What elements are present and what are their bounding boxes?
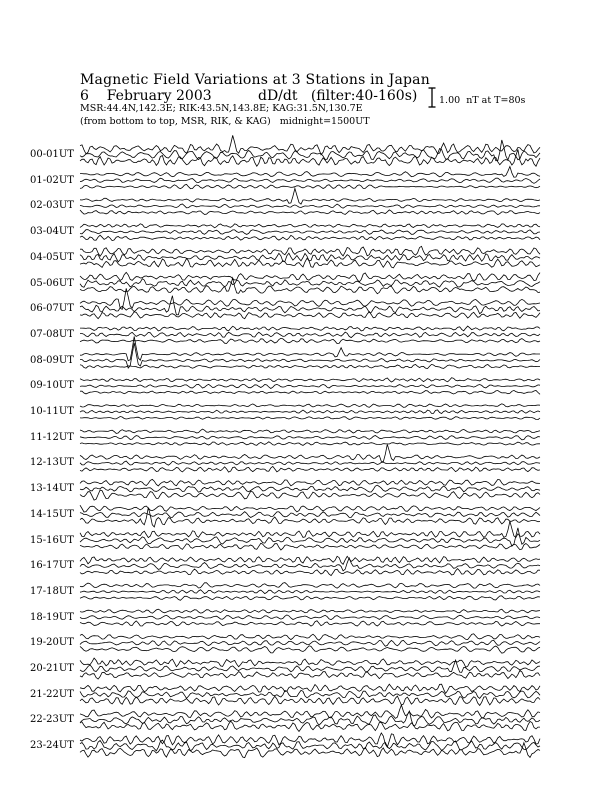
scale-label: 1.00 nT at T=80s [439,95,526,106]
trace-rik-hour-5 [80,279,540,288]
trace-rik-hour-23 [80,740,540,751]
trace-kag-hour-2 [80,188,540,204]
trace-rik-hour-0 [80,140,540,161]
trace-rik-hour-8 [80,343,540,368]
trace-msr-hour-0 [80,149,540,166]
hour-label: 12-13UT [30,457,74,469]
hour-label: 03-04UT [30,226,74,238]
chart-title: Magnetic Field Variations at 3 Stations in Japan [80,72,430,88]
hour-label: 08-09UT [30,354,74,366]
trace-rik-hour-1 [80,178,540,183]
trace-rik-hour-12 [80,461,540,465]
trace-msr-hour-23 [80,743,540,758]
trace-msr-hour-11 [80,442,540,446]
trace-rik-hour-9 [80,384,540,388]
trace-msr-hour-12 [80,466,540,472]
trace-rik-hour-14 [80,512,540,518]
trace-rik-hour-7 [80,332,540,338]
trace-kag-hour-21 [80,684,540,693]
trace-msr-hour-9 [80,390,540,394]
trace-kag-hour-1 [80,167,540,178]
hour-label: 07-08UT [30,328,74,340]
trace-rik-hour-22 [80,711,540,726]
trace-msr-hour-14 [80,508,540,528]
station-order-note: (from bottom to top, MSR, RIK, & KAG) midnight=1500UT [80,116,370,127]
trace-kag-hour-18 [80,609,540,613]
hour-label: 18-19UT [30,611,74,623]
trace-msr-hour-1 [80,184,540,188]
trace-msr-hour-6 [80,312,540,319]
station-coordinates: MSR:44.4N,142.3E; RIK:43.5N,143.8E; KAG:31.5N,130.7E [80,103,363,114]
trace-rik-hour-3 [80,230,540,235]
hour-label: 23-24UT [30,740,74,752]
trace-kag-hour-7 [80,326,540,331]
trace-kag-hour-5 [80,272,540,282]
trace-kag-hour-19 [80,634,540,641]
hour-label: 20-21UT [30,663,74,674]
date-label: 6 February 2003 [80,88,212,104]
hour-label: 05-06UT [30,277,74,289]
trace-msr-hour-13 [80,490,540,500]
hour-label: 04-05UT [30,251,74,263]
trace-kag-hour-13 [80,479,540,486]
trace-kag-hour-10 [80,404,540,408]
trace-msr-hour-17 [80,596,540,601]
trace-kag-hour-4 [80,246,540,256]
hour-label: 10-11UT [30,406,74,417]
hour-label: 16-17UT [30,560,74,572]
trace-kag-hour-11 [80,429,540,433]
trace-msr-hour-7 [80,338,540,343]
trace-kag-hour-12 [80,444,540,462]
trace-rik-hour-10 [80,410,540,414]
filter-label: dD/dt (filter:40-160s) [258,88,418,104]
trace-kag-hour-16 [80,556,540,564]
trace-kag-hour-23 [80,733,540,747]
trace-kag-hour-9 [80,378,540,382]
trace-msr-hour-21 [80,696,540,705]
trace-msr-hour-16 [80,569,540,576]
hour-label: 17-18UT [30,585,74,597]
trace-msr-hour-19 [80,646,540,653]
hour-label: 21-22UT [30,688,74,700]
trace-rik-hour-2 [80,204,540,208]
trace-rik-hour-18 [80,615,540,620]
hour-label: 02-03UT [30,200,74,212]
hour-label: 15-16UT [30,534,74,546]
trace-rik-hour-4 [80,253,540,262]
trace-msr-hour-18 [80,621,540,626]
trace-msr-hour-20 [80,670,540,679]
trace-rik-hour-21 [80,690,540,698]
hour-label: 13-14UT [30,483,74,495]
trace-rik-hour-11 [80,436,540,440]
hour-label: 22-23UT [30,714,74,726]
hour-label: 00-01UT [30,149,74,160]
trace-kag-hour-20 [80,658,540,667]
hour-label: 06-07UT [30,303,74,315]
trace-msr-hour-3 [80,235,540,240]
trace-msr-hour-8 [80,364,540,368]
trace-msr-hour-10 [80,417,540,420]
trace-msr-hour-22 [80,721,540,731]
hour-label: 14-15UT [30,508,74,520]
hour-label: 09-10UT [30,380,74,392]
trace-rik-hour-17 [80,590,540,594]
trace-kag-hour-22 [80,705,540,719]
trace-kag-hour-17 [80,583,540,589]
trace-kag-hour-15 [80,521,540,537]
trace-kag-hour-6 [80,288,540,309]
trace-msr-hour-2 [80,210,540,215]
trace-rik-hour-19 [80,640,540,646]
trace-rik-hour-6 [80,296,540,315]
trace-kag-hour-3 [80,224,540,228]
trace-kag-hour-0 [80,135,540,154]
hour-label: 11-12UT [30,431,74,443]
trace-msr-hour-5 [80,278,540,294]
trace-msr-hour-4 [80,258,540,268]
hour-label: 19-20UT [30,637,74,649]
hour-label: 01-02UT [30,174,74,186]
trace-rik-hour-13 [80,485,540,492]
trace-msr-hour-15 [80,543,540,550]
